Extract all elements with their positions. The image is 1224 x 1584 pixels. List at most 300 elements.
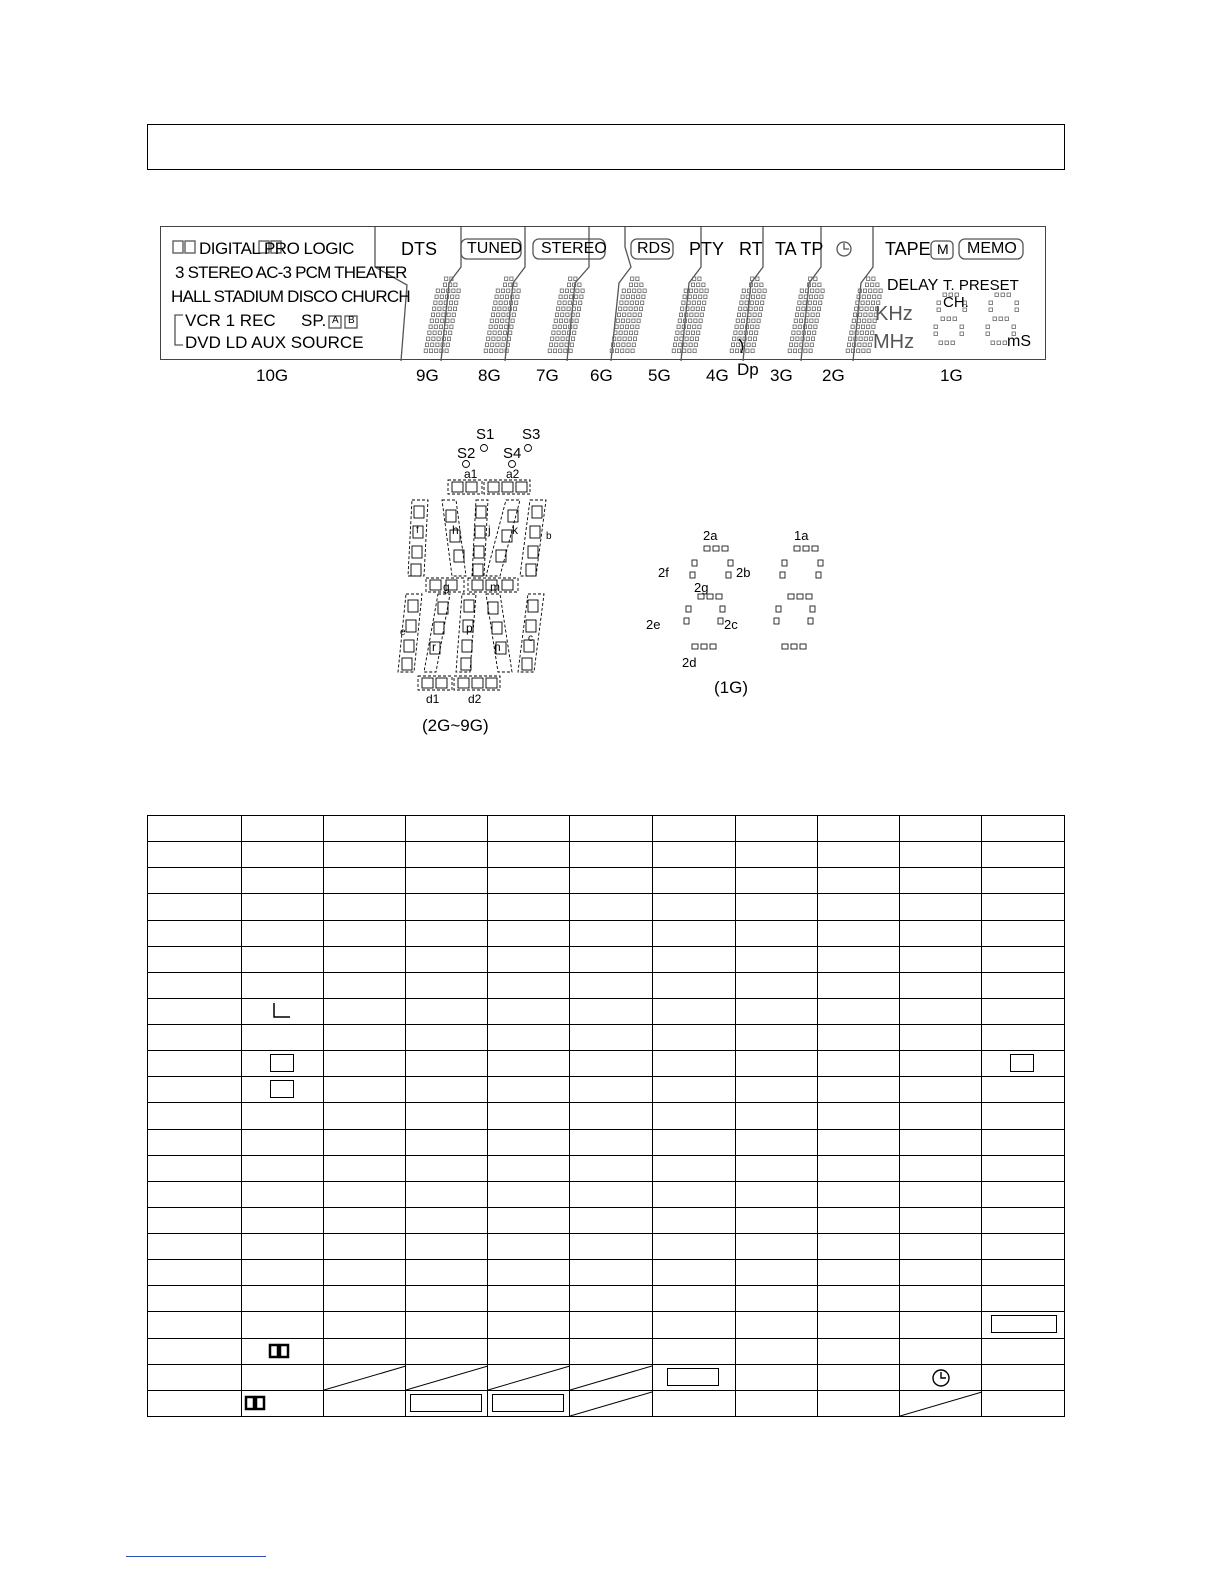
vfd-dot (740, 301, 743, 305)
vfd-stereo: STEREO (541, 240, 607, 257)
seg-label-k: k (512, 523, 518, 537)
vfd-dot (494, 301, 497, 305)
vfd-dot (501, 319, 504, 323)
one-g-diagram (660, 540, 840, 660)
table-cell (242, 1338, 324, 1364)
table-cell (324, 868, 406, 894)
table-cell (324, 1077, 406, 1103)
one-g-diagram-caption: (1G) (714, 678, 748, 697)
seg-label-d2: d2 (468, 692, 482, 706)
table-cell (406, 1312, 488, 1338)
vfd-dot (806, 337, 809, 341)
table-cell (817, 920, 899, 946)
segment-square (476, 506, 486, 518)
dolby-icon (268, 1343, 292, 1359)
vfd-dot (742, 289, 745, 293)
vfd-dot (813, 301, 816, 305)
vfd-dot (633, 289, 636, 293)
vfd-dot (795, 313, 798, 317)
table-cell (324, 920, 406, 946)
vfd-dot (689, 289, 692, 293)
vfd-dot (701, 307, 704, 311)
vfd-dot (810, 319, 813, 323)
grid-label-7g: 7G (536, 366, 559, 385)
vfd-rt: RT (739, 239, 763, 259)
segment-square (461, 658, 471, 670)
table-cell (242, 998, 324, 1024)
oneg-square (710, 644, 716, 649)
vfd-dot (430, 319, 433, 323)
vfd-1g-dot (991, 341, 995, 345)
box-icon (492, 1394, 564, 1412)
table-cell (653, 972, 735, 998)
vfd-dot (865, 331, 868, 335)
vfd-dot (863, 343, 866, 347)
vfd-dot (453, 307, 456, 311)
segment-square (446, 510, 456, 522)
vfd-dot (814, 277, 817, 281)
table-cell (148, 816, 242, 842)
segment-square (532, 506, 542, 518)
segment-square (408, 600, 418, 612)
table-cell (653, 1051, 735, 1077)
table-cell (653, 1077, 735, 1103)
vfd-1g-dot (986, 325, 990, 329)
vfd-dot (578, 283, 581, 287)
vfd-dot (679, 343, 682, 347)
vfd-dot (752, 343, 755, 347)
vfd-dot (624, 307, 627, 311)
table-cell (817, 946, 899, 972)
table-row (148, 946, 1065, 972)
oneg-square (684, 618, 689, 624)
vfd-1g-dot (937, 308, 941, 312)
vfd-dot (434, 325, 437, 329)
vfd-dot (816, 289, 819, 293)
vfd-ta-tp: TA TP (775, 239, 824, 259)
table-cell (406, 1338, 488, 1364)
table-cell (148, 1207, 242, 1233)
vfd-dot (427, 337, 430, 341)
vfd-dot (864, 337, 867, 341)
table-cell (148, 1025, 242, 1051)
vfd-dot (798, 301, 801, 305)
vfd-dot (621, 295, 624, 299)
box-icon (270, 1054, 294, 1072)
table-cell (242, 1051, 324, 1077)
vfd-dot (791, 337, 794, 341)
segment-square (488, 482, 499, 492)
vfd-1g-dot (953, 317, 957, 321)
table-cell (817, 1364, 899, 1390)
table-cell (324, 1155, 406, 1181)
vfd-dot (628, 337, 631, 341)
vfd-rds: RDS (637, 240, 671, 257)
vfd-dot (760, 283, 763, 287)
table-cell (735, 1260, 817, 1286)
oneg-square (782, 644, 788, 649)
vfd-1g-dot (934, 325, 938, 329)
vfd-dot (622, 343, 625, 347)
table-cell (735, 1234, 817, 1260)
vfd-dot (751, 349, 754, 353)
table-cell (735, 1051, 817, 1077)
table-cell (148, 998, 242, 1024)
table-cell (406, 1155, 488, 1181)
table-cell (488, 1312, 570, 1338)
table-cell (488, 1103, 570, 1129)
table-cell (324, 1260, 406, 1286)
vfd-dot (493, 331, 496, 335)
table-cell (242, 946, 324, 972)
vfd-1g-dot (937, 301, 941, 305)
table-cell (899, 1181, 981, 1207)
table-cell (148, 894, 242, 920)
vfd-dot (733, 337, 736, 341)
vfd-dot (749, 307, 752, 311)
table-row (148, 868, 1065, 894)
table-cell (242, 1077, 324, 1103)
segment-square (472, 580, 483, 590)
vfd-dot (737, 343, 740, 347)
vfd-dot (678, 319, 681, 323)
vfd-dot (799, 319, 802, 323)
vfd-dot (850, 331, 853, 335)
table-cell (981, 816, 1064, 842)
dolby-icon (244, 1395, 268, 1411)
vfd-dot (457, 289, 460, 293)
vfd-dot (761, 301, 764, 305)
table-row (148, 1286, 1065, 1312)
vfd-dot (634, 307, 637, 311)
table-cell (653, 1181, 735, 1207)
seg-label-b: b (546, 531, 552, 542)
vfd-dot (744, 307, 747, 311)
vfd-1g-dot (939, 341, 943, 345)
vfd-dot (448, 307, 451, 311)
vfd-dot (805, 343, 808, 347)
seg-label-d1: d1 (426, 692, 440, 706)
vfd-dot (435, 319, 438, 323)
oneg-square (774, 618, 779, 624)
vfd-dot (496, 289, 499, 293)
seg-label-a1: a1 (464, 467, 478, 481)
table-cell (899, 1025, 981, 1051)
vfd-dot (705, 289, 708, 293)
table-cell (570, 1181, 653, 1207)
table-cell (406, 1364, 488, 1390)
vfd-dot (683, 295, 686, 299)
oneg-square (716, 594, 722, 599)
table-cell (735, 1286, 817, 1312)
table-cell (488, 1129, 570, 1155)
vfd-dot (852, 319, 855, 323)
segment-square (430, 580, 441, 590)
vfd-dot (868, 319, 871, 323)
table-row (148, 1155, 1065, 1181)
vfd-dot (869, 313, 872, 317)
vfd-dot (431, 343, 434, 347)
vfd-dot (691, 331, 694, 335)
vfd-dot (570, 343, 573, 347)
table-cell (570, 1129, 653, 1155)
vfd-dot (863, 319, 866, 323)
vfd-dts: DTS (401, 239, 437, 259)
vfd-dot (428, 331, 431, 335)
table-cell (488, 1364, 570, 1390)
vfd-dot (870, 307, 873, 311)
table-cell (570, 868, 653, 894)
table-cell (148, 1129, 242, 1155)
vfd-dot (865, 283, 868, 287)
vfd-dot (867, 295, 870, 299)
vfd-dot (549, 343, 552, 347)
vfd-dot (567, 283, 570, 287)
oneg-label-2d: 2d (682, 655, 697, 670)
table-cell (899, 1312, 981, 1338)
vfd-dot (625, 325, 628, 329)
vfd-dot (762, 295, 765, 299)
table-cell (817, 816, 899, 842)
vfd-dot (681, 307, 684, 311)
table-cell (570, 1155, 653, 1181)
vfd-dot (432, 337, 435, 341)
vfd-dot (576, 313, 579, 317)
table-cell (653, 894, 735, 920)
table-cell (653, 1234, 735, 1260)
vfd-1g-dot (1003, 341, 1007, 345)
table-cell (899, 1338, 981, 1364)
vfd-dot (456, 295, 459, 299)
vfd-dot (804, 349, 807, 353)
box-icon (270, 1080, 294, 1098)
vfd-dot (865, 307, 868, 311)
vfd-dot (675, 337, 678, 341)
oneg-label-2f: 2f (658, 565, 669, 580)
vfd-dot (447, 313, 450, 317)
vfd-dot (749, 331, 752, 335)
oneg-square (800, 644, 806, 649)
table-cell (324, 1390, 406, 1416)
table-cell (653, 816, 735, 842)
table-cell (406, 998, 488, 1024)
table-row (148, 1338, 1065, 1364)
table-cell (324, 1364, 406, 1390)
vfd-dot (517, 289, 520, 293)
table-cell (488, 998, 570, 1024)
table-cell (817, 1338, 899, 1364)
table-cell (406, 816, 488, 842)
vfd-ms: mS (1007, 333, 1031, 350)
table-cell (899, 1260, 981, 1286)
vfd-dot (620, 325, 623, 329)
table-cell (899, 1077, 981, 1103)
table-cell (242, 1181, 324, 1207)
table-cell (406, 1260, 488, 1286)
table-cell (653, 1207, 735, 1233)
seg-label-j: j (488, 523, 491, 537)
oneg-square (728, 560, 733, 566)
segment-square (466, 482, 477, 492)
vfd-dot (679, 313, 682, 317)
segment-square (502, 482, 513, 492)
vfd-dot (449, 301, 452, 305)
vfd-dot (735, 349, 738, 353)
oneg-square (782, 560, 787, 566)
vfd-dot (862, 295, 865, 299)
table-cell (817, 1025, 899, 1051)
oneg-square (816, 572, 821, 578)
table-cell (324, 972, 406, 998)
vfd-dot (874, 289, 877, 293)
vfd-dot (505, 295, 508, 299)
vfd-1g-dot (960, 325, 964, 329)
vfd-dot (553, 325, 556, 329)
vfd-dot (794, 319, 797, 323)
vfd-dot (621, 319, 624, 323)
oneg-square (806, 594, 812, 599)
table-row (148, 1051, 1065, 1077)
vfd-dot (514, 283, 517, 287)
seg-label-s1: S1 (476, 426, 495, 443)
table-cell (324, 842, 406, 868)
table-cell (653, 920, 735, 946)
table-cell (817, 1077, 899, 1103)
seg-label-c: c (528, 633, 533, 644)
vfd-sp: SP. (301, 311, 327, 330)
vfd-khz: KHz (875, 303, 913, 325)
vfd-dot (700, 289, 703, 293)
table-cell (570, 1025, 653, 1051)
vfd-dot (631, 295, 634, 299)
table-cell (148, 920, 242, 946)
vfd-dot (872, 277, 875, 281)
vfd-dot (502, 337, 505, 341)
table-cell (570, 920, 653, 946)
vfd-dot (867, 349, 870, 353)
vfd-dot (684, 289, 687, 293)
vfd-dot (643, 289, 646, 293)
vfd-dot (451, 319, 454, 323)
vfd-dot (821, 289, 824, 293)
vfd-dot (869, 289, 872, 293)
vfd-dot (740, 325, 743, 329)
oneg-square (788, 594, 794, 599)
segment-square (434, 622, 444, 634)
vfd-dot (876, 283, 879, 287)
vfd-dot (424, 349, 427, 353)
vfd-dot (516, 295, 519, 299)
table-cell (817, 1051, 899, 1077)
vfd-dot (807, 331, 810, 335)
vfd-dot (449, 331, 452, 335)
vfd-dot (573, 331, 576, 335)
vfd-dot (637, 295, 640, 299)
vfd-1g-dot (947, 317, 951, 321)
table-cell (570, 1077, 653, 1103)
vfd-dot (564, 295, 567, 299)
vfd-dot (435, 349, 438, 353)
table-row (148, 816, 1065, 842)
oneg-square (704, 546, 710, 551)
segment-square (414, 506, 424, 518)
table-cell (324, 998, 406, 1024)
table-row (148, 998, 1065, 1024)
vfd-dot (425, 343, 428, 347)
vfd-dot (555, 343, 558, 347)
vfd-dot (441, 319, 444, 323)
table-cell (148, 1181, 242, 1207)
segment-square (472, 678, 483, 688)
table-cell (406, 946, 488, 972)
diagonal-slash (570, 1391, 652, 1417)
vfd-dot (554, 319, 557, 323)
vfd-dot (756, 325, 759, 329)
vfd-dot (561, 337, 564, 341)
table-cell (406, 1025, 488, 1051)
oneg-label-2b: 2b (736, 565, 751, 580)
vfd-dot (846, 349, 849, 353)
vfd-dot (677, 325, 680, 329)
table-cell (242, 868, 324, 894)
table-cell (148, 1051, 242, 1077)
vfd-dot (809, 349, 812, 353)
vfd-dot (693, 349, 696, 353)
segment-square (406, 620, 416, 632)
vfd-dot (642, 295, 645, 299)
vfd-dot (626, 295, 629, 299)
vfd-dot (491, 343, 494, 347)
vfd-dot (635, 283, 638, 287)
table-cell (488, 920, 570, 946)
segment-square (458, 678, 469, 688)
vfd-pty: PTY (689, 239, 725, 259)
box-icon (667, 1368, 719, 1386)
table-cell (488, 1338, 570, 1364)
table-cell (899, 1364, 981, 1390)
vfd-dot (563, 325, 566, 329)
vfd-dot (860, 331, 863, 335)
vfd-dot (879, 289, 882, 293)
vfd-dot (859, 337, 862, 341)
vfd-dot (619, 307, 622, 311)
table-cell (899, 842, 981, 868)
table-cell (570, 1260, 653, 1286)
vfd-dot (491, 313, 494, 317)
table-cell (488, 1181, 570, 1207)
table-cell (981, 894, 1064, 920)
vfd-dot (763, 289, 766, 293)
segment-square (492, 622, 502, 634)
oneg-label-2c: 2c (724, 617, 738, 632)
table-cell (653, 868, 735, 894)
vfd-dot (859, 313, 862, 317)
vfd-dot (697, 301, 700, 305)
vfd-dot (736, 319, 739, 323)
table-cell (570, 1286, 653, 1312)
vfd-dot (440, 295, 443, 299)
vfd-dot (580, 295, 583, 299)
oneg-square (713, 546, 719, 551)
vfd-dot (672, 349, 675, 353)
vfd-dot (632, 343, 635, 347)
vfd-dot (813, 331, 816, 335)
table-cell (324, 816, 406, 842)
table-cell (735, 894, 817, 920)
table-cell (242, 1103, 324, 1129)
table-cell (148, 868, 242, 894)
vfd-dot (552, 331, 555, 335)
